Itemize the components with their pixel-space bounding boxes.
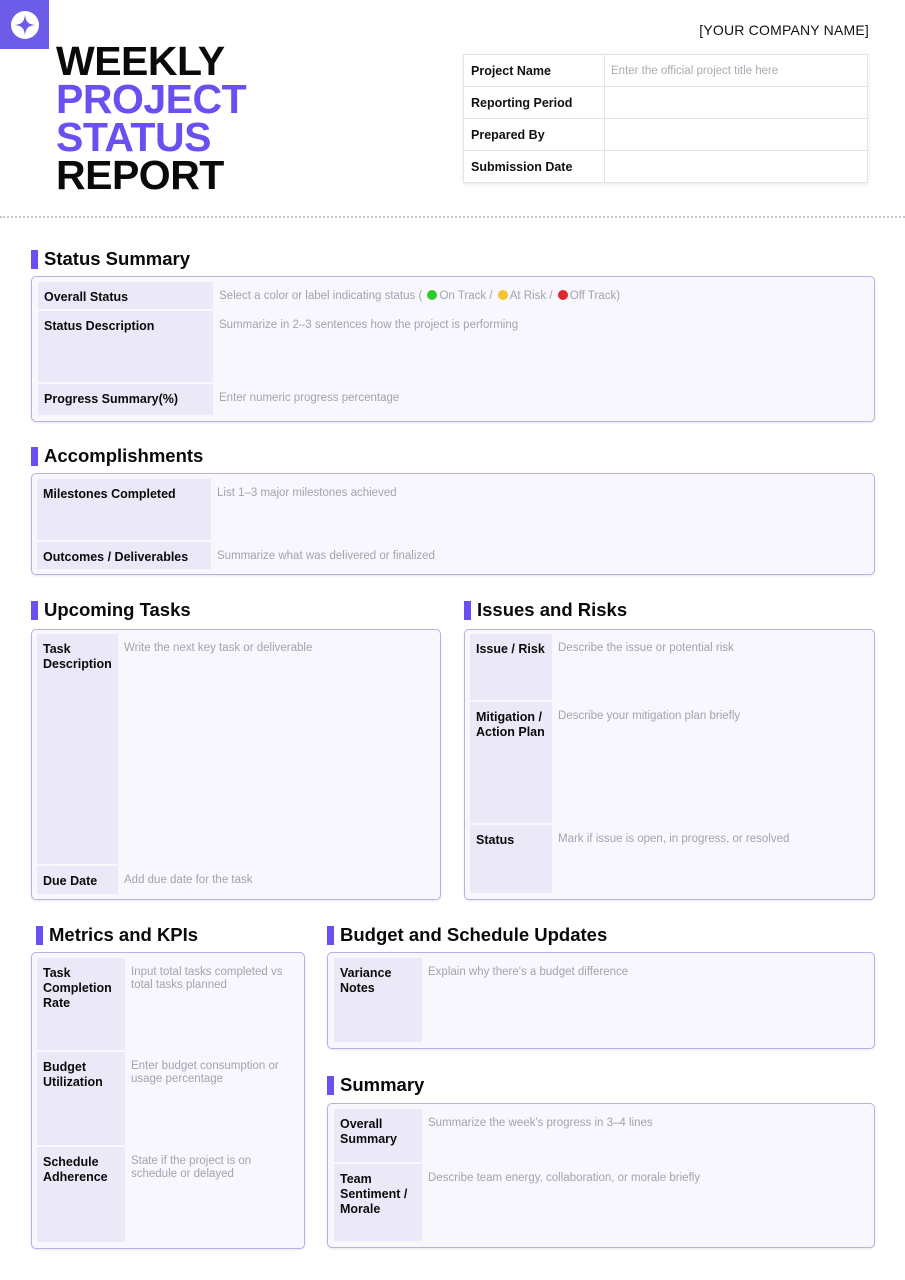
team-sentiment-row [334, 1164, 870, 1241]
section-marker [327, 926, 334, 945]
sparkle-icon [9, 9, 41, 41]
title-line-1: WEEKLY [56, 38, 225, 84]
section-title: Accomplishments [44, 445, 204, 466]
progress-summary-label: Progress Summary(%) [38, 384, 213, 415]
section-marker [464, 601, 471, 620]
mitigation-row [470, 702, 870, 823]
overall-summary-field[interactable]: Summarize the week's progress in 3–4 lines [428, 1117, 653, 1129]
project-name-field[interactable]: Enter the official project title here [605, 55, 868, 87]
budget-utilization-row [37, 1052, 299, 1145]
project-name-label: Project Name [464, 55, 605, 87]
submission-date-field[interactable] [605, 151, 868, 183]
variance-notes-row [334, 958, 870, 1042]
milestones-field[interactable]: List 1–3 major milestones achieved [217, 487, 397, 499]
budget-utilization-field[interactable]: Enter budget consumption or usage percentage [131, 1060, 279, 1085]
reporting-period-label: Reporting Period [464, 87, 605, 119]
section-marker [31, 447, 38, 466]
title-line-4: REPORT [56, 152, 224, 198]
issue-risk-label: Issue / Risk [470, 634, 552, 700]
project-info-table [463, 54, 868, 183]
section-title: Status Summary [44, 248, 190, 269]
overall-status-field[interactable] [213, 282, 868, 309]
budget-schedule-card [327, 952, 875, 1049]
metrics-kpis-heading [36, 924, 198, 946]
title-line-2: PROJECT [56, 76, 247, 122]
milestones-row [37, 479, 867, 540]
yellow-dot-icon [498, 290, 508, 300]
reporting-period-field[interactable] [605, 87, 868, 119]
schedule-adherence-label: Schedule Adherence [37, 1147, 125, 1242]
mitigation-label: Mitigation / Action Plan [470, 702, 552, 823]
budget-utilization-label: Budget Utilization [37, 1052, 125, 1145]
summary-card [327, 1103, 875, 1248]
section-marker [327, 1076, 334, 1095]
overall-status-hint: Select a color or label indicating status ( [219, 290, 423, 302]
progress-summary-field[interactable]: Enter numeric progress percentage [219, 392, 400, 404]
overall-summary-row [334, 1109, 870, 1162]
section-marker [36, 926, 43, 945]
accomplishments-heading [31, 445, 203, 467]
budget-schedule-heading [327, 924, 607, 946]
team-sentiment-label: Team Sentiment / Morale [334, 1164, 422, 1241]
team-sentiment-field[interactable]: Describe team energy, collaboration, or morale briefly [428, 1172, 701, 1184]
schedule-adherence-row [37, 1147, 299, 1242]
dotted-divider [0, 216, 905, 218]
section-title: Summary [340, 1074, 425, 1095]
outcomes-field[interactable]: Summarize what was delivered or finalized [217, 550, 435, 562]
company-name: [YOUR COMPANY NAME] [699, 22, 869, 38]
upcoming-tasks-card [31, 629, 441, 900]
progress-summary-row [38, 384, 868, 415]
section-title: Budget and Schedule Updates [340, 924, 608, 945]
task-description-row [37, 634, 435, 864]
status-description-field[interactable]: Summarize in 2–3 sentences how the project is performing [219, 319, 519, 331]
off-track-text: Off Track) [569, 290, 621, 302]
at-risk-text: At Risk / [509, 290, 553, 302]
section-marker [31, 250, 38, 269]
accomplishments-card [31, 473, 875, 575]
due-date-label: Due Date [37, 866, 118, 894]
outcomes-label: Outcomes / Deliverables [37, 542, 211, 569]
section-title: Upcoming Tasks [44, 599, 191, 620]
due-date-field[interactable]: Add due date for the task [124, 874, 253, 886]
status-description-label: Status Description [38, 311, 213, 382]
status-summary-card [31, 276, 875, 422]
milestones-label: Milestones Completed [37, 479, 211, 540]
metrics-kpis-card [31, 952, 305, 1249]
schedule-adherence-field[interactable]: State if the project is on schedule or delayed [131, 1155, 252, 1180]
variance-notes-field[interactable]: Explain why there's a budget difference [428, 966, 629, 978]
issues-risks-heading [464, 599, 627, 621]
section-title: Issues and Risks [477, 599, 628, 620]
logo [0, 0, 49, 49]
section-marker [31, 601, 38, 620]
issue-status-row [470, 825, 870, 893]
prepared-by-label: Prepared By [464, 119, 605, 151]
prepared-by-field[interactable] [605, 119, 868, 151]
issue-status-field[interactable]: Mark if issue is open, in progress, or resolved [558, 833, 790, 845]
status-summary-heading [31, 248, 190, 270]
issue-risk-field[interactable]: Describe the issue or potential risk [558, 642, 734, 654]
overall-status-row [38, 282, 868, 309]
mitigation-field[interactable]: Describe your mitigation plan briefly [558, 710, 741, 722]
title-line-3: STATUS [56, 114, 211, 160]
overall-status-label: Overall Status [38, 282, 213, 309]
task-description-field[interactable]: Write the next key task or deliverable [124, 642, 313, 654]
task-description-label: Task Description [37, 634, 118, 864]
task-completion-field[interactable]: Input total tasks completed vs total tasks planned [131, 966, 283, 991]
status-description-row [38, 311, 868, 382]
due-date-row [37, 866, 435, 894]
overall-summary-label: Overall Summary [334, 1109, 422, 1162]
task-completion-row [37, 958, 299, 1050]
submission-date-label: Submission Date [464, 151, 605, 183]
on-track-text: On Track / [439, 290, 493, 302]
variance-notes-label: Variance Notes [334, 958, 422, 1042]
issues-risks-card [464, 629, 875, 900]
issue-status-label: Status [470, 825, 552, 893]
outcomes-row [37, 542, 867, 569]
issue-risk-row [470, 634, 870, 700]
page-title [56, 38, 247, 198]
red-dot-icon [558, 290, 568, 300]
green-dot-icon [427, 290, 437, 300]
upcoming-tasks-heading [31, 599, 191, 621]
section-title: Metrics and KPIs [49, 924, 199, 945]
summary-heading [327, 1074, 424, 1096]
task-completion-label: Task Completion Rate [37, 958, 125, 1050]
